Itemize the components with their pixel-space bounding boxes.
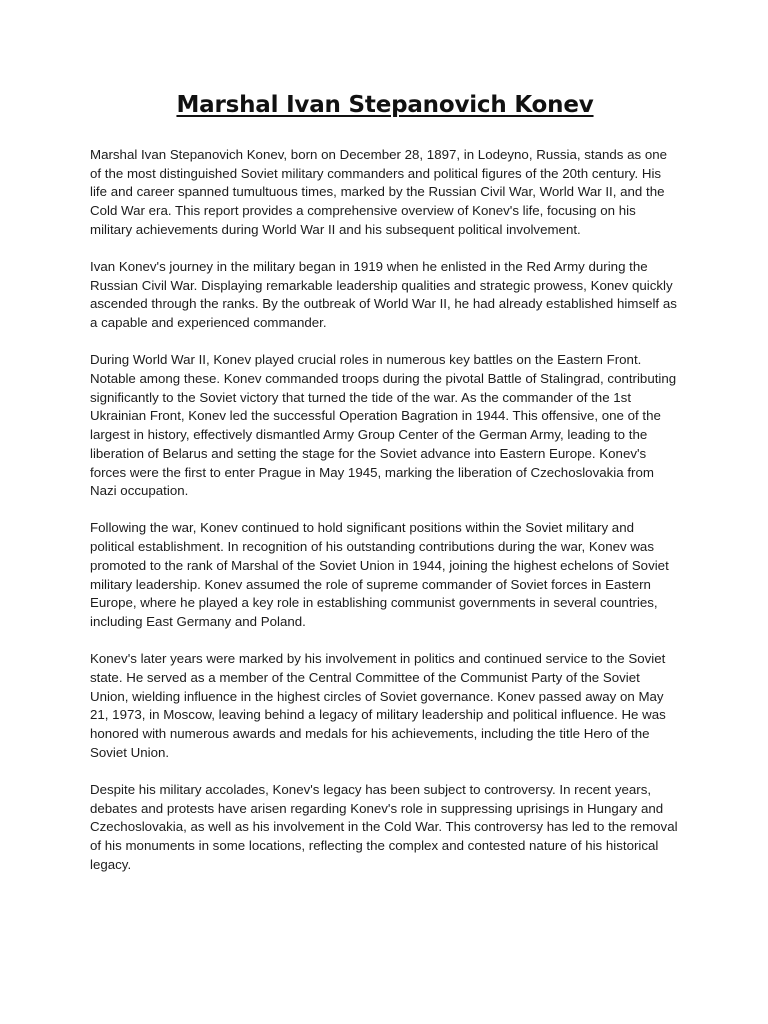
document-title: Marshal Ivan Stepanovich Konev: [176, 92, 594, 118]
paragraph-intro: Marshal Ivan Stepanovich Konev, born on December 28, 1897, in Lodeyno, Russia, stands as one of the most distinguished Soviet military commanders and political figures of the 20th century. His life and career spanned tumultuous times, marked by the Russian Civil War, World War II, and the Cold War era. This report provides a comprehensive overview of Konev's life, focusing on his military achievements during World War II and his subsequent political involvement.: [90, 147, 668, 237]
document-body: [90, 146, 680, 874]
paragraph-early-career: Ivan Konev's journey in the military began in 1919 when he enlisted in the Red Army during the Russian Civil War. Displaying remarkable leadership qualities and strategic prowess, Konev quickly ascended through the ranks. By the outbreak of World War II, he had already established himself as a capable and experienced commander.: [90, 259, 677, 331]
paragraph-world-war-ii: During World War II, Konev played crucial roles in numerous key battles on the Eastern Front. Notable among these. Konev commanded troops during the pivotal Battle of Stalingrad, contributing significantly to the Soviet victory that turned the tide of the war. As the commander of the 1st Ukrainian Front, Konev led the successful Operation Bagration in 1944. This offensive, one of the largest in history, effectively dismantled Army Group Center of the German Army, leading to the liberation of Belarus and setting the stage for the Soviet advance into Eastern Europe. Konev's forces were the first to enter Prague in May 1945, marking the liberation of Czechoslovakia from Nazi occupation.: [90, 352, 677, 499]
paragraph-post-war: Following the war, Konev continued to hold significant positions within the Soviet military and political establishment. In recognition of his outstanding contributions during the war, Konev was promoted to the rank of Marshal of the Soviet Union in 1944, joining the highest echelons of Soviet military leadership. Konev assumed the role of supreme commander of Soviet forces in Eastern Europe, where he played a key role in establishing communist governments in several countries, including East Germany and Poland.: [90, 520, 669, 629]
paragraph-later-years: Konev's later years were marked by his involvement in politics and continued service to the Soviet state. He served as a member of the Central Committee of the Communist Party of the Soviet Union, wielding influence in the highest circles of Soviet governance. Konev passed away on May 21, 1973, in Moscow, leaving behind a legacy of military leadership and political influence. He was honored with numerous awards and medals for his achievements, including the title Hero of the Soviet Union.: [90, 651, 666, 760]
paragraph-legacy: Despite his military accolades, Konev's legacy has been subject to controversy. In recent years, debates and protests have arisen regarding Konev's role in suppressing uprisings in Hungary and Czechoslovakia, as well as his involvement in the Cold War. This controversy has led to the removal of his monuments in some locations, reflecting the complex and contested nature of his historical legacy.: [90, 781, 678, 872]
